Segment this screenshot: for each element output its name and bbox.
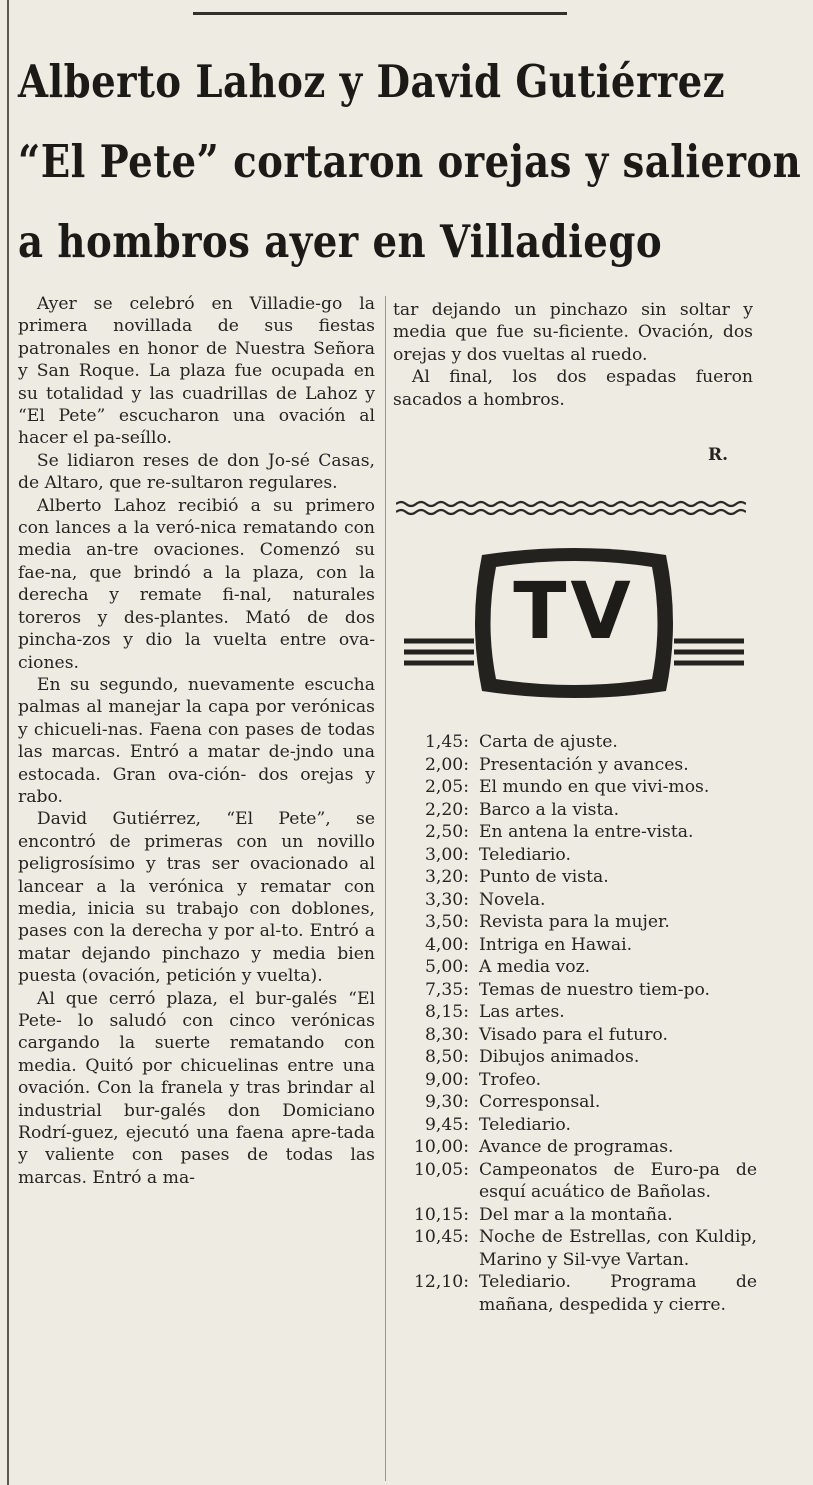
schedule-program: Temas de nuestro tiem-po. bbox=[479, 979, 711, 1000]
schedule-time: 10,15: bbox=[414, 1204, 469, 1225]
tv-schedule bbox=[402, 731, 757, 1316]
schedule-program: Telediario. bbox=[479, 1114, 571, 1135]
schedule-time: 10,00: bbox=[414, 1137, 469, 1157]
schedule-row bbox=[402, 776, 757, 799]
article-paragraph: Alberto Lahoz recibió a su primero con lances a la veró-nica rematando con media an-tre ovaciones. Comenzó su fae-na, que brindó a la plaza, con la derecha y remate fi-nal, naturales toreros y des-plantes. Mató de dos pincha-zos y dio la vuelta entre ova-ciones. bbox=[18, 495, 375, 673]
schedule-row bbox=[402, 1226, 757, 1271]
schedule-row bbox=[402, 1091, 757, 1114]
schedule-time: 2,20: bbox=[424, 799, 469, 820]
schedule-row bbox=[402, 1114, 757, 1137]
schedule-row bbox=[402, 1001, 757, 1024]
wavy-divider bbox=[396, 498, 746, 520]
schedule-program: Presentación y avances. bbox=[479, 754, 689, 775]
schedule-program: Telediario. Programa de mañana, despedida y cierre. bbox=[479, 1272, 757, 1315]
headline-line: “El Pete” cortaron orejas y salieron bbox=[18, 135, 802, 188]
schedule-time: 9,00: bbox=[424, 1069, 469, 1090]
schedule-row bbox=[402, 1069, 757, 1092]
schedule-row bbox=[402, 799, 757, 822]
schedule-time: 3,30: bbox=[424, 889, 469, 910]
schedule-time: 5,00: bbox=[424, 957, 469, 977]
schedule-program: Barco a la vista. bbox=[479, 799, 620, 820]
headline bbox=[18, 42, 802, 282]
schedule-time: 9,30: bbox=[424, 1092, 469, 1112]
schedule-row bbox=[402, 1204, 757, 1227]
schedule-time: 12,10: bbox=[414, 1272, 469, 1292]
schedule-time: 10,05: bbox=[414, 1159, 469, 1180]
schedule-row bbox=[402, 844, 757, 867]
schedule-time: 7,35: bbox=[424, 979, 469, 1000]
headline-line: Alberto Lahoz y David Gutiérrez bbox=[18, 55, 726, 108]
article-paragraph: tar dejando un pinchazo sin soltar y media que fue su-ficiente. Ovación, dos orejas y dos vueltas al ruedo. bbox=[393, 300, 753, 365]
article-column-continued bbox=[393, 299, 753, 411]
schedule-program: Punto de vista. bbox=[479, 867, 609, 887]
page-left-border bbox=[7, 0, 9, 1485]
schedule-row bbox=[402, 1046, 757, 1069]
article-paragraph: Al que cerró plaza, el bur-galés “El Pete- lo saludó con cinco verónicas cargando la suerte rematando con media. Quitó por chicuelinas entre una ovación. Con la franela y tras brindar al industrial bur-galés don Domiciano Rodrí-guez, ejecutó una faena apre-tada y valiente con pases de todas las marcas. Entró a ma- bbox=[18, 988, 375, 1188]
schedule-program: En antena la entre-vista. bbox=[479, 822, 694, 842]
schedule-row bbox=[402, 889, 757, 912]
schedule-row bbox=[402, 1136, 757, 1159]
article-paragraph: Al final, los dos espadas fueron sacados a hombros. bbox=[393, 367, 753, 410]
schedule-time: 8,15: bbox=[424, 1002, 469, 1022]
column-divider bbox=[385, 296, 386, 1481]
schedule-row bbox=[402, 1271, 757, 1316]
schedule-program: Del mar a la montaña. bbox=[479, 1204, 673, 1225]
schedule-row bbox=[402, 731, 757, 754]
schedule-time: 8,50: bbox=[424, 1047, 469, 1067]
schedule-program: Las artes. bbox=[479, 1002, 565, 1022]
schedule-program: Dibujos animados. bbox=[479, 1047, 640, 1067]
schedule-program: Campeonatos de Euro-pa de esquí acuático de Bañolas. bbox=[479, 1159, 757, 1202]
article-paragraph: En su segundo, nuevamente escucha palmas al manejar la capa por verónicas y chicueli-nas. Faena con pases de todas las marcas. Entró a matar de-jndo una estocada. Gran ova-ción- dos orejas y rabo. bbox=[18, 674, 375, 807]
schedule-time: 3,00: bbox=[424, 844, 469, 865]
schedule-program: Revista para la mujer. bbox=[479, 912, 670, 932]
schedule-time: 4,00: bbox=[424, 934, 469, 955]
article-column-left bbox=[18, 293, 375, 1189]
schedule-time: 9,45: bbox=[424, 1114, 469, 1135]
article-paragraph: Se lidiaron reses de don Jo-sé Casas, de Altaro, que re-sultaron regulares. bbox=[18, 450, 375, 494]
schedule-row bbox=[402, 979, 757, 1002]
tv-logo-text: TV bbox=[513, 567, 635, 657]
schedule-time: 1,45: bbox=[424, 732, 469, 752]
schedule-program: Avance de programas. bbox=[479, 1137, 674, 1157]
schedule-row bbox=[402, 956, 757, 979]
schedule-row bbox=[402, 934, 757, 957]
schedule-program: Novela. bbox=[479, 889, 546, 910]
schedule-time: 2,05: bbox=[424, 777, 469, 797]
schedule-program: Trofeo. bbox=[479, 1069, 542, 1090]
schedule-row bbox=[402, 911, 757, 934]
schedule-program: Corresponsal. bbox=[479, 1092, 601, 1112]
article-paragraph: Ayer se celebró en Villadie-go la primera novillada de sus fiestas patronales en honor de Nuestra Señora y San Roque. La plaza fue ocupada en su totalidad y las cuadrillas de Lahoz y “El Pete” escucharon una ovación al hacer el pa-seíllo. bbox=[18, 294, 375, 449]
schedule-time: 3,50: bbox=[424, 912, 469, 932]
schedule-time: 2,50: bbox=[424, 822, 469, 842]
article-signature: R. bbox=[708, 445, 729, 465]
schedule-program: Visado para el futuro. bbox=[479, 1024, 668, 1045]
schedule-time: 3,20: bbox=[424, 867, 469, 887]
article-paragraph: David Gutiérrez, “El Pete”, se encontró de primeras con un novillo peligrosísimo y tras ser ovacionado al lancear a la verónica y rematar con media, inicia su trabajo con doblones, pases con la derecha y por al-to. Entró a matar dejando pinchazo y media bien puesta (ovación, petición y vuelta). bbox=[18, 809, 375, 987]
schedule-row bbox=[402, 866, 757, 889]
schedule-program: Noche de Estrellas, con Kuldip, Marino y Sil-vye Vartan. bbox=[479, 1227, 757, 1270]
schedule-row bbox=[402, 754, 757, 777]
schedule-program: Carta de ajuste. bbox=[479, 732, 618, 752]
schedule-row bbox=[402, 1024, 757, 1047]
schedule-program: Intriga en Hawai. bbox=[479, 934, 633, 955]
schedule-time: 8,30: bbox=[424, 1024, 469, 1045]
schedule-row bbox=[402, 1159, 757, 1204]
top-rule bbox=[193, 12, 567, 15]
schedule-row bbox=[402, 821, 757, 844]
tv-logo bbox=[404, 543, 744, 703]
schedule-program: El mundo en que vivi-mos. bbox=[479, 777, 710, 797]
schedule-program: Telediario. bbox=[479, 844, 571, 865]
schedule-time: 2,00: bbox=[424, 754, 469, 775]
headline-line: a hombros ayer en Villadiego bbox=[18, 215, 663, 268]
schedule-time: 10,45: bbox=[414, 1227, 469, 1247]
schedule-program: A media voz. bbox=[479, 957, 591, 977]
